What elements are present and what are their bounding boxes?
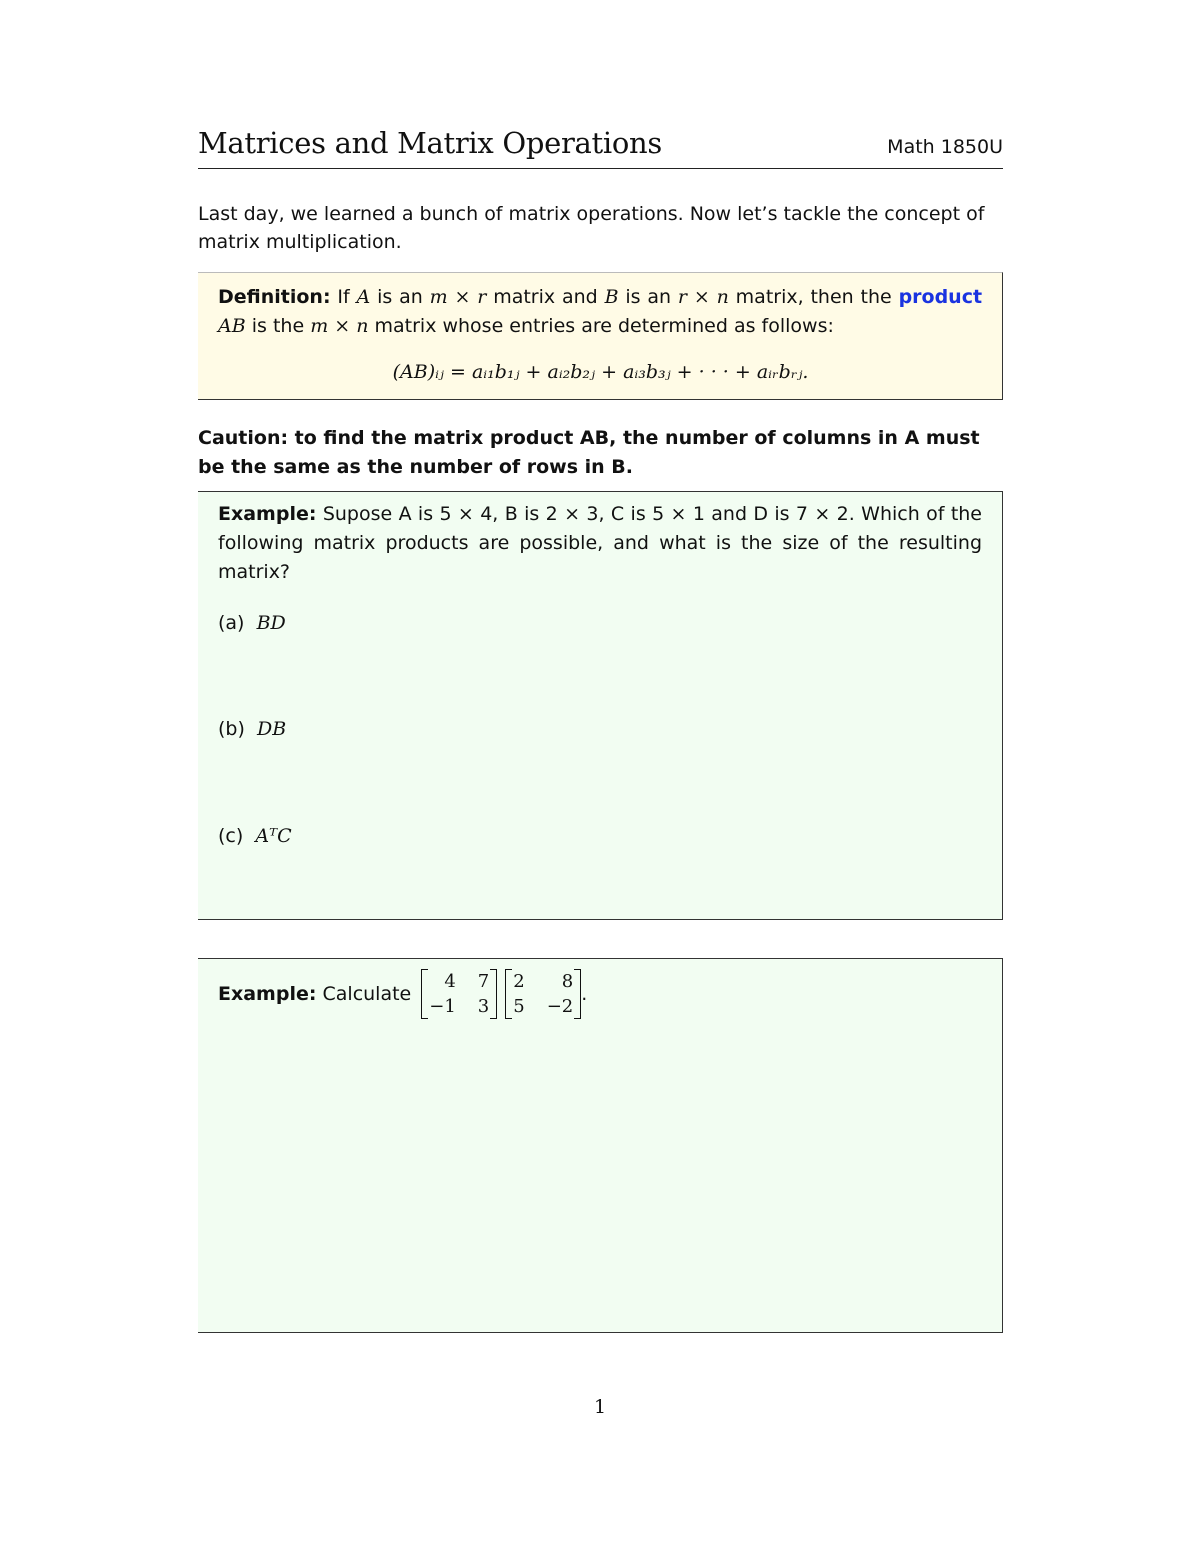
definition-word: is an	[377, 286, 423, 308]
matrix-entry: −2	[546, 996, 574, 1017]
definition-word: is the	[251, 315, 305, 337]
definition-text	[218, 283, 982, 341]
example-1-text	[218, 500, 982, 587]
part-tag: (c)	[218, 825, 244, 847]
definition-word: matrix and	[493, 286, 598, 308]
matrix-entry: −1	[429, 996, 456, 1017]
definition-word: is an	[625, 286, 672, 308]
part-tag: (b)	[218, 718, 245, 740]
part-c	[218, 825, 292, 847]
math-B: B	[604, 286, 619, 308]
part-tag: (a)	[218, 612, 245, 634]
example-box-2	[198, 958, 1003, 1333]
matrix-entry: 7	[477, 971, 490, 992]
product-keyword: product	[898, 286, 983, 308]
math-dims: m × n	[310, 315, 369, 337]
math-AB: AB	[218, 315, 246, 337]
math-dims: r × n	[677, 286, 729, 308]
example-box-1	[198, 491, 1003, 920]
sentence-period: .	[581, 983, 588, 1005]
matrix-entry: 4	[444, 971, 456, 992]
example-label: Example:	[218, 503, 317, 525]
math-dims: m × r	[429, 286, 487, 308]
part-b	[218, 718, 286, 740]
page-number: 1	[593, 1396, 607, 1418]
definition-box	[198, 272, 1003, 400]
caution-note: Caution: to find the matrix product AB, the number of columns in A must be the same as the number of rows in B.	[198, 427, 980, 478]
page-header	[198, 124, 1003, 169]
matrix-right	[505, 969, 581, 1019]
definition-label: Definition:	[218, 286, 331, 308]
matrix-left	[421, 969, 497, 1019]
definition-word: If	[337, 286, 350, 308]
matrix-entry: 3	[477, 996, 490, 1017]
part-expression: AᵀC	[255, 825, 292, 847]
math-A: A	[356, 286, 371, 308]
part-expression: DB	[256, 718, 287, 740]
intro-paragraph: Last day, we learned a bunch of matrix operations. Now let’s tackle the concept of matrix multiplication.	[198, 203, 985, 253]
definition-word: matrix whose entries are determined as follows:	[374, 315, 834, 337]
page-title: Matrices and Matrix Operations	[198, 126, 662, 160]
course-code: Math 1850U	[887, 136, 1003, 158]
example-label: Example:	[218, 983, 317, 1005]
example-question: Supose A is 5 × 4, B is 2 × 3, C is 5 × 1 and D is 7 × 2. Which of the following matrix products are possible, and what is the size of the resulting matrix?	[218, 503, 982, 583]
matrix-entry: 8	[561, 971, 574, 992]
example-2-text	[218, 969, 587, 1019]
definition-word: matrix, then the	[735, 286, 892, 308]
product-formula: (AB)ᵢⱼ = aᵢ₁b₁ⱼ + aᵢ₂b₂ⱼ + aᵢ₃b₃ⱼ + · · · + aᵢᵣbᵣⱼ.	[392, 361, 809, 383]
matrix-entry: 5	[513, 996, 525, 1017]
calculate-word: Calculate	[322, 983, 412, 1005]
part-a	[218, 612, 286, 634]
part-expression: BD	[256, 612, 286, 634]
matrix-entry: 2	[513, 971, 525, 992]
